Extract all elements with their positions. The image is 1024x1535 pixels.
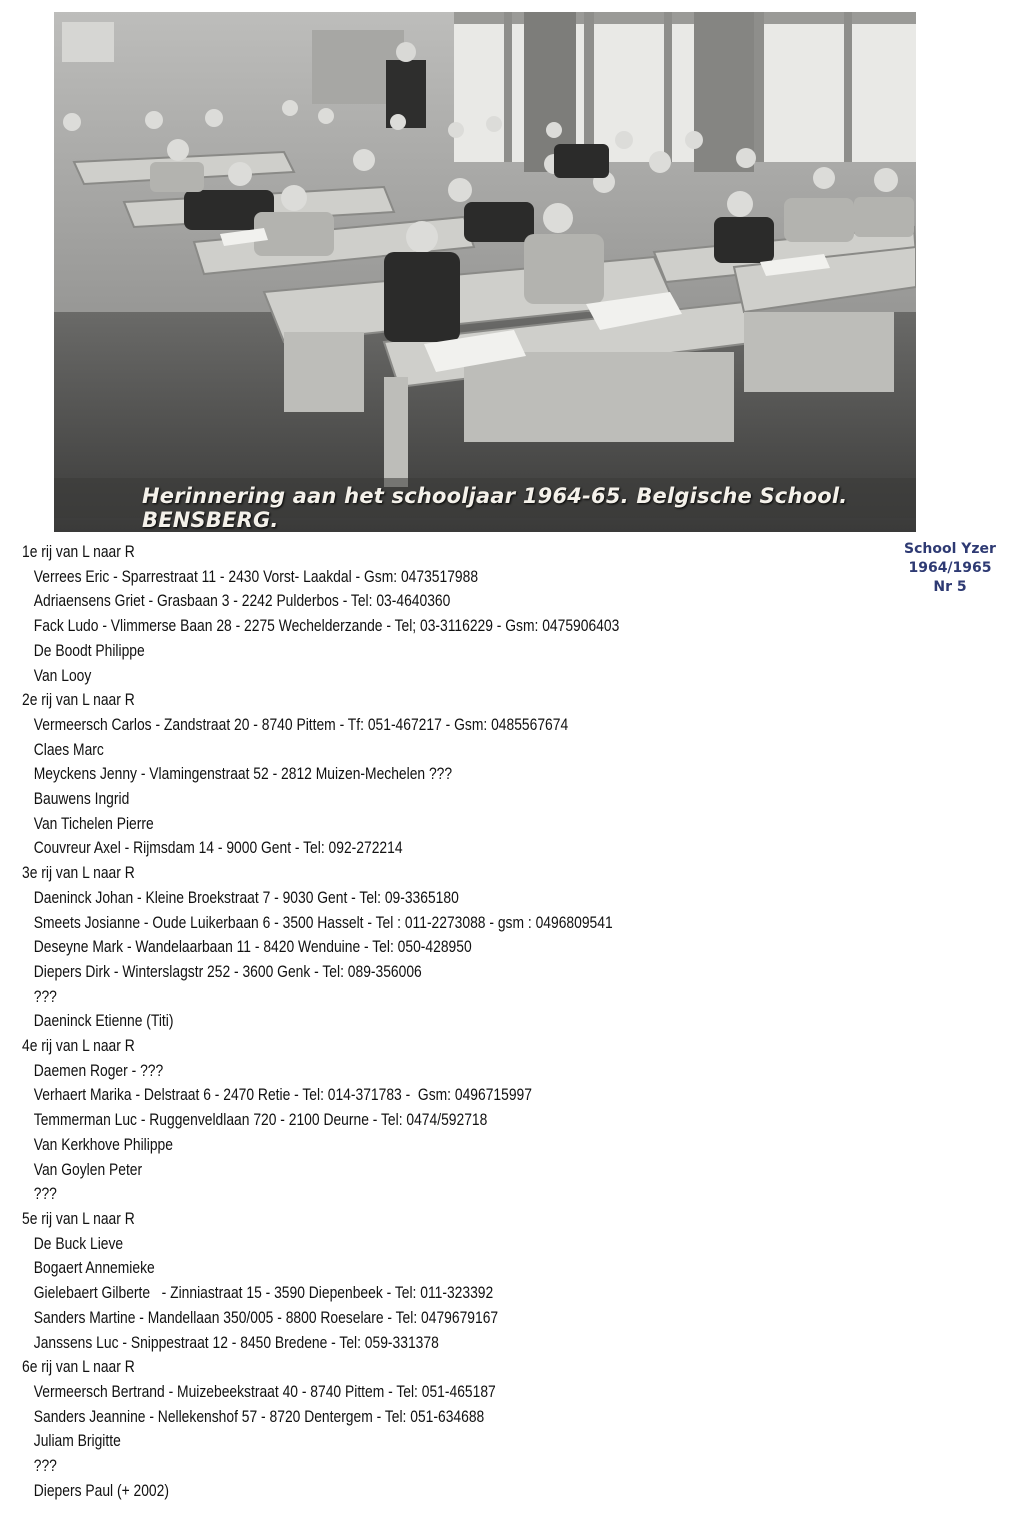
list-item: Verrees Eric - Sparrestraat 11 - 2430 Vorst- Laakdal - Gsm: 0473517988 — [33, 567, 479, 586]
list-item: Smeets Josianne - Oude Luikerbaan 6 - 3500 Hasselt - Tel : 011-2273088 - gsm : 0496809541 — [33, 913, 613, 932]
list-item: Couvreur Axel - Rijmsdam 14 - 9000 Gent - Tel: 092-272214 — [33, 839, 403, 858]
list-item: Diepers Dirk - Winterslagstr 252 - 3600 Genk - Tel: 089-356006 — [33, 962, 422, 981]
row-group-4 — [22, 1034, 744, 1207]
row-heading: 4e rij van L naar R — [22, 1037, 135, 1056]
list-item: Gielebaert Gilberte - Zinniastraat 15 - 3590 Diepenbeek - Tel: 011-323392 — [33, 1284, 494, 1303]
row-heading: 2e rij van L naar R — [22, 691, 135, 710]
list-item: Bogaert Annemieke — [33, 1259, 155, 1278]
row-group-3 — [22, 861, 744, 1034]
list-item: Van Kerkhove Philippe — [33, 1135, 173, 1154]
list-item: Sanders Jeannine - Nellekenshof 57 - 8720 Dentergem - Tel: 051-634688 — [33, 1407, 485, 1426]
row-group-5 — [22, 1207, 744, 1355]
photo-number: Nr 5 — [933, 579, 967, 595]
row-heading: 6e rij van L naar R — [22, 1358, 135, 1377]
school-label — [880, 540, 1020, 597]
row-heading: 1e rij van L naar R — [22, 543, 135, 561]
row-group-6 — [22, 1355, 744, 1503]
photo-caption: Herinnering aan het schooljaar 1964-65. Belgische School. BENSBERG. — [142, 484, 848, 532]
list-item: Daemen Roger - ??? — [33, 1061, 164, 1080]
list-item: ??? — [33, 987, 57, 1006]
pupil-roster — [22, 540, 744, 1503]
list-item: Claes Marc — [33, 740, 104, 759]
school-year: 1964/1965 — [908, 560, 992, 576]
list-item: Deseyne Mark - Wandelaarbaan 11 - 8420 Wenduine - Tel: 050-428950 — [33, 938, 472, 957]
row-group-2 — [22, 688, 744, 861]
list-item: Janssens Luc - Snippestraat 12 - 8450 Bredene - Tel: 059-331378 — [33, 1333, 439, 1352]
list-item: Van Looy — [33, 666, 92, 685]
list-item: ??? — [33, 1457, 57, 1476]
list-item: Bauwens Ingrid — [33, 790, 130, 809]
list-item: Temmerman Luc - Ruggenveldlaan 720 - 2100 Deurne - Tel: 0474/592718 — [33, 1111, 488, 1130]
list-item: Vermeersch Carlos - Zandstraat 20 - 8740 Pittem - Tf: 051-467217 - Gsm: 0485567674 — [33, 715, 569, 734]
row-heading: 3e rij van L naar R — [22, 864, 135, 883]
list-item: Adriaensens Griet - Grasbaan 3 - 2242 Pulderbos - Tel: 03-4640360 — [33, 592, 451, 611]
list-item: Van Tichelen Pierre — [33, 814, 154, 833]
list-item: Verhaert Marika - Delstraat 6 - 2470 Retie - Tel: 014-371783 - Gsm: 0496715997 — [33, 1086, 532, 1105]
list-item: Fack Ludo - Vlimmerse Baan 28 - 2275 Wechelderzande - Tel; 03-3116229 - Gsm: 0475906403 — [33, 617, 620, 636]
list-item: Juliam Brigitte — [33, 1432, 121, 1451]
list-item: De Buck Lieve — [33, 1234, 124, 1253]
list-item: De Boodt Philippe — [33, 641, 145, 660]
list-item: Daeninck Etienne (Titi) — [33, 1012, 174, 1031]
list-item: Daeninck Johan - Kleine Broekstraat 7 - 9030 Gent - Tel: 09-3365180 — [33, 888, 459, 907]
row-heading: 5e rij van L naar R — [22, 1209, 135, 1228]
row-group-1 — [22, 540, 744, 688]
list-item: Vermeersch Bertrand - Muizebeekstraat 40 - 8740 Pittem - Tel: 051-465187 — [33, 1382, 496, 1401]
class-photo-drawing — [54, 12, 916, 532]
list-item: Meyckens Jenny - Vlamingenstraat 52 - 2812 Muizen-Mechelen ??? — [33, 765, 453, 784]
class-photo — [54, 12, 916, 532]
list-item: Van Goylen Peter — [33, 1160, 143, 1179]
school-name: School Yzer — [904, 541, 996, 557]
list-item: Sanders Martine - Mandellaan 350/005 - 8800 Roeselare - Tel: 0479679167 — [33, 1308, 499, 1327]
list-item: ??? — [33, 1185, 57, 1204]
list-item: Diepers Paul (+ 2002) — [33, 1481, 169, 1500]
